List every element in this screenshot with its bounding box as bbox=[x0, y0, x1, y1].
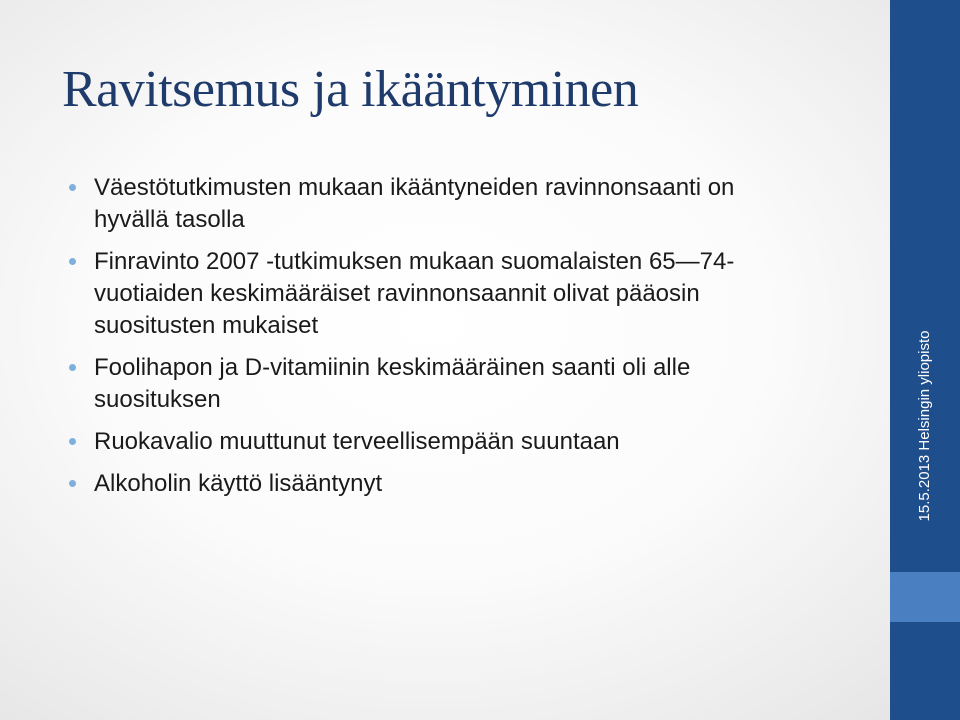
bullet-dot-icon bbox=[69, 258, 76, 265]
bullet-text: Alkoholin käyttö lisääntynyt bbox=[94, 470, 383, 497]
bullet-item bbox=[66, 468, 811, 500]
bullet-text: Väestötutkimusten mukaan ikääntyneiden ravinnonsaanti on hyvällä tasolla bbox=[94, 174, 735, 233]
bullet-dot-icon bbox=[69, 364, 76, 371]
bullet-list bbox=[66, 172, 811, 510]
bullet-dot-icon bbox=[69, 480, 76, 487]
footer-text bbox=[916, 331, 934, 522]
sidebar-accent-band bbox=[890, 572, 960, 622]
bullet-text: Ruokavalio muuttunut terveellisempään suuntaan bbox=[94, 428, 620, 455]
bullet-dot-icon bbox=[69, 438, 76, 445]
footer-organization: Helsingin yliopisto bbox=[916, 330, 933, 451]
bullet-item bbox=[66, 172, 811, 236]
bullet-item bbox=[66, 426, 811, 458]
sidebar bbox=[890, 0, 960, 720]
bullet-dot-icon bbox=[69, 184, 76, 191]
bullet-text: Finravinto 2007 -tutkimuksen mukaan suomalaisten 65—74-vuotiaiden keskimääräiset ravinnonsaannit olivat pääosin suositusten mukaiset bbox=[94, 248, 735, 339]
bullet-text: Foolihapon ja D-vitamiinin keskimääräinen saanti oli alle suosituksen bbox=[94, 354, 691, 413]
bullet-item bbox=[66, 246, 811, 342]
slide-title: Ravitsemus ja ikääntyminen bbox=[62, 61, 639, 118]
footer-date: 15.5.2013 bbox=[916, 454, 933, 522]
bullet-item bbox=[66, 352, 811, 416]
